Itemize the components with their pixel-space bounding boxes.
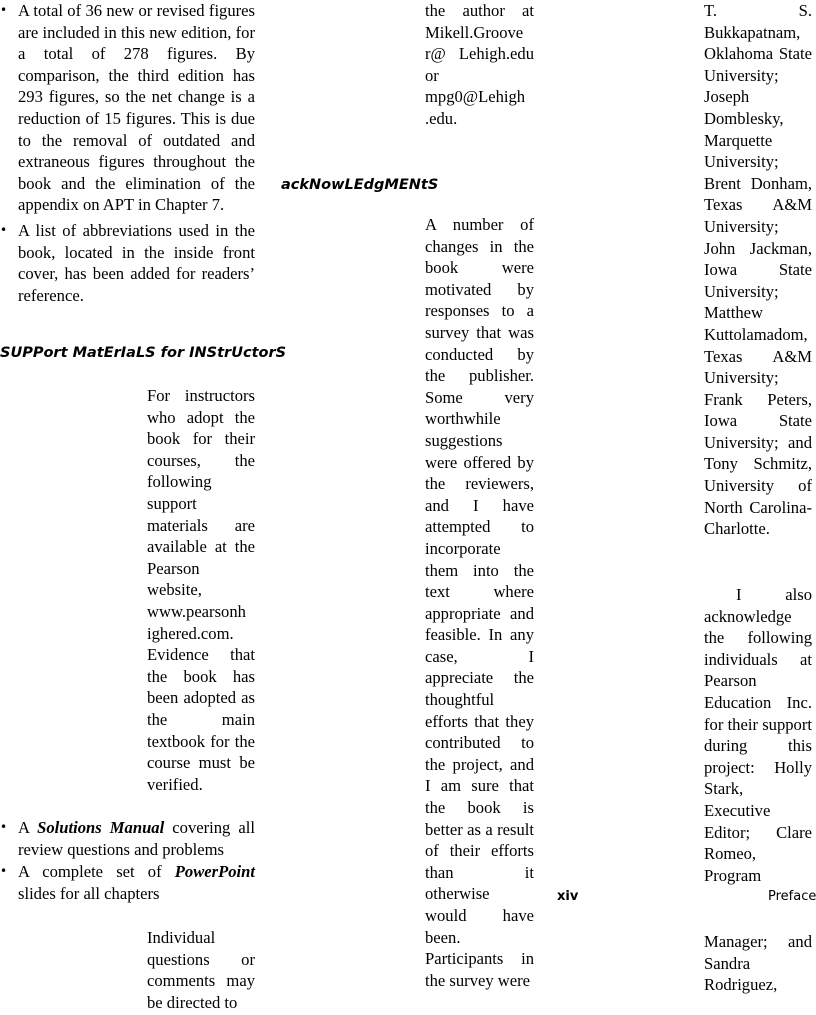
bullet-icon: •: [0, 3, 8, 17]
bullet-icon: •: [0, 864, 8, 878]
author-contact-paragraph: the author at Mikell.Groove r@ Lehigh.edu or mpg0@Lehigh .edu.: [425, 1, 534, 128]
bullet-text: A: [18, 818, 38, 837]
bullet-abbreviations: [0, 220, 255, 306]
pearson-acknowledgment-paragraph: I also acknowledge the following individuals at Pearson Education Inc. for their support during this project: Holly Stark, Executive Editor; Clare Romeo, Program: [704, 585, 812, 885]
bullet-text: slides for all chapters: [18, 883, 160, 903]
questions-paragraph: Individual questions or comments may be directed to: [147, 928, 255, 1012]
bullet-text: A complete set of: [18, 862, 175, 881]
bullet-icon: •: [0, 820, 8, 834]
bullet-figures: [0, 0, 255, 216]
solutions-manual-title: Solutions Manual: [37, 818, 165, 837]
bullet-icon: •: [0, 223, 8, 237]
acknowledgments-heading: ackNowLEdgMENtS: [281, 177, 439, 193]
support-materials-paragraph: For instructors who adopt the book for their courses, the following support materials are available at the Pearson website, www.pearsonh ighered.com. Evidence that the book has been adopted as the main textbook for the course must be verified.: [147, 386, 255, 794]
bullet-figures-text: A total of 36 new or revised figures are included in this new edition, for a total of 278 figures. By comparison, the third edition has 293 figures, so the net change is a reduction of 15 figures. This is due to the removal of outdated and extraneous figures throughout the book and the elimination of the appendix on APT in Chapter 7.: [18, 1, 255, 215]
acknowledgments-paragraph: A number of changes in the book were motivated by responses to a survey that was conducted by the publisher. Some very worthwhile suggestions were offered by the reviewers, and I have attempted to incorporate them into the text where appropriate and feasible. In any case, I appreciate the thoughtful efforts that they contributed to the project, and I am sure that the book is better as a result of their efforts than it otherwise would have been. Participants in the survey were: [425, 215, 534, 990]
continued-paragraph: Manager; and Sandra Rodriguez,: [704, 932, 812, 995]
powerpoint-title: PowerPoint: [174, 862, 255, 881]
survey-participants-paragraph: T. S. Bukkapatnam, Oklahoma State University; Joseph Domblesky, Marquette University; Brent Donham, Texas A&M University; John Jackman, Iowa State University; Matthew Kuttolamadom, Texas A&M University; Frank Peters, Iowa State University; and Tony Schmitz, University of North Carolina-Charlotte.: [704, 1, 812, 539]
running-footer-section: Preface: [768, 889, 816, 904]
support-materials-heading: SUPPort MatErIaLS for INStrUctorS: [0, 345, 287, 361]
bullet-solutions-manual: [0, 817, 256, 860]
bullet-abbreviations-text: A list of abbreviations used in the book, located in the inside front cover, has been added for readers’ reference.: [18, 221, 255, 305]
page-number: xiv: [557, 889, 579, 904]
bullet-powerpoint: [0, 861, 255, 904]
bullet-text: covering all review questions and problems: [18, 818, 256, 859]
